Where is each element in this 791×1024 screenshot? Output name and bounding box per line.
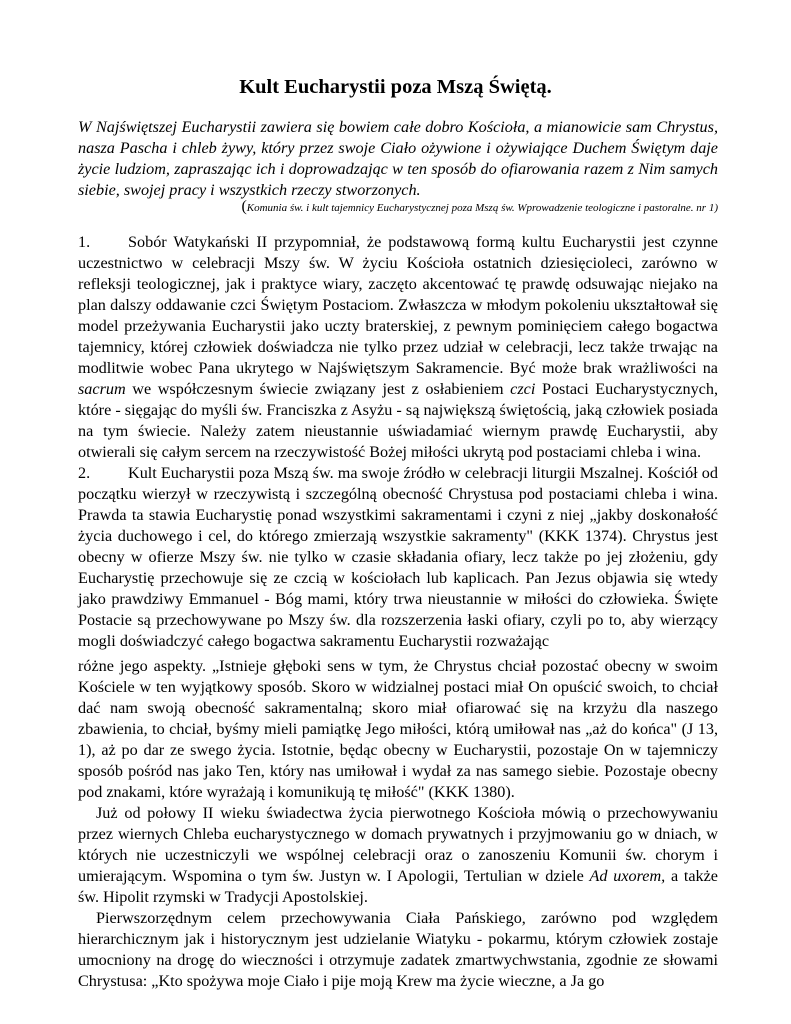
paragraph-1-number: 1. bbox=[78, 233, 91, 251]
paragraph-1-italic-czci: czci bbox=[510, 380, 536, 398]
paragraph-1-text-b: we współczesnym świecie związany jest z osłabieniem bbox=[125, 380, 511, 398]
paragraph-3: różne jego aspekty. „Istnieje głęboki sens w tym, że Chrystus chciał pozostać obecny w swoim Kościele w ten wyjątkowy sposób. Skoro w widzialnej postaci miał On opuścić swoich, to chciał dać nam swoją obecność sakramentalną; skoro miał ofiarować się na krzyżu dla naszego zbawienia, to chciał, byśmy mieli pamiątkę Jego miłości, którą umiłował nas „aż do końca" (J 13, 1), aż po dar ze swego życia. Istotnie, będąc obecny w Eucharystii, pozostaje On w tajemniczy sposób pośród nas jako Ten, który nas umiłował i wydał za nas samego siebie. Pozostaje obecny pod znakami, które wyrażają i komunikują tę miłość" (KKK 1380). bbox=[78, 657, 718, 801]
source-open-paren: ( bbox=[241, 198, 247, 215]
epigraph-source bbox=[78, 198, 718, 216]
paragraph-1 bbox=[78, 232, 718, 463]
paragraph-4-italic-ad-uxorem: Ad uxorem, bbox=[589, 867, 666, 885]
paragraph-4-text-b: a także św. Hipolit rzymski w Tradycji Apostolskiej. bbox=[78, 867, 718, 906]
document-body bbox=[78, 232, 718, 992]
paragraph-1-text-a: Sobór Watykański II przypomniał, że podstawową formą kultu Eucharystii jest czynne uczestnictwo w celebracji Mszy św. W życiu Kościoła ostatnich dziesięcioleci, zarówno w refleksji teologicznej, jak i praktyce wiary, zaczęto akcentować tę prawdę odsuwając niejako na plan dalszy oddawanie czci Świętym Postaciom. Zwłaszcza w młodym pokoleniu ukształtował się model przeżywania Eucharystii jako uczty braterskiej, z pewnym pominięciem całego bogactwa tajemnicy, której człowiek doświadcza nie tylko przez udział w celebracji, lecz także trwając na modlitwie wobec Pana ukrytego w Najświętszym Sakramencie. Być może brak wrażliwości na bbox=[78, 233, 718, 377]
paragraph-2-text: Kult Eucharystii poza Mszą św. ma swoje źródło w celebracji liturgii Mszalnej. Kościół od początku wierzył w rzeczywistą i szczególną obecność Chrystusa pod postaciami chleba i wina. Prawda ta stawia Eucharystię ponad wszystkimi sakramentami i czyni z niej „jakby doskonałość życia duchowego i cel, do którego zmierzają wszystkie sakramenty" (KKK 1374). Chrystus jest obecny w ofierze Mszy św. nie tylko w czasie składania ofiary, lecz także po jej złożeniu, gdy Eucharystię przechowuje się ze czcią w kościołach lub kaplicach. Pan Jezus objawia się wtedy jako prawdziwy Emmanuel - Bóg mami, który trwa nieustannie w miłości do człowieka. Święte Postacie są przechowywane po Mszy św. dla rozszerzenia łaski ofiary, czyli po to, aby wierzący mogli doświadczyć całego bogactwa sakramentu Eucharystii rozważając bbox=[78, 464, 718, 650]
paragraph-1-italic-sacrum: sacrum bbox=[78, 380, 126, 398]
paragraph-2 bbox=[78, 463, 718, 652]
paragraph-4 bbox=[78, 803, 718, 908]
source-citation: Komunia św. i kult tajemnicy Eucharystycznej poza Mszą św. Wprowadzenie teologiczne i pastoralne. nr 1) bbox=[246, 202, 718, 214]
document-title: Kult Eucharystii poza Mszą Świętą. bbox=[239, 76, 552, 98]
paragraph-1-text-c: Postaci Eucharystycznych, które - sięgając do myśli św. Franciszka z Asyżu - są największą świętością, jaką człowiek posiada na tym świecie. Należy zatem nieustannie uświadamiać wiernym prawdę Eucharystii, aby otwierali się całym sercem na rzeczywistość Bożej miłości ukrytą pod postaciami chleba i wina. bbox=[78, 380, 719, 461]
paragraph-5: Pierwszorzędnym celem przechowywania Ciała Pańskiego, zarówno pod względem hierarchicznym jak i historycznym jest udzielanie Wiatyku - pokarmu, którym człowiek zostaje umocniony na drogę do wieczności i otrzymuje zadatek zmartwychwstania, zgodnie ze słowami Chrystusa: „Kto spożywa moje Ciało i pije moją Krew ma życie wieczne, a Ja go bbox=[78, 909, 718, 990]
paragraph-4-text-a: Już od połowy II wieku świadectwa życia pierwotnego Kościoła mówią o przechowywaniu przez wiernych Chleba eucharystycznego w domach prywatnych i przyjmowaniu go w dniach, w których nie uczestniczyli we wspólnej celebracji oraz o zanoszeniu Komunii św. chorym i umierającym. Wspomina o tym św. Justyn w. I Apologii, Tertulian w dziele bbox=[78, 804, 718, 885]
epigraph-quote: W Najświętszej Eucharystii zawiera się bowiem całe dobro Kościoła, a mianowicie sam Chrystus, nasza Pascha i chleb żywy, który przez swoje Ciało ożywione i ożywiające Duchem Świętym daje życie ludziom, zapraszając ich i doprowadzając w ten sposób do ofiarowania razem z Nim samych siebie, swojej pracy i wszystkich rzeczy stworzonych. bbox=[78, 118, 718, 199]
paragraph-2-number: 2. bbox=[78, 464, 91, 482]
